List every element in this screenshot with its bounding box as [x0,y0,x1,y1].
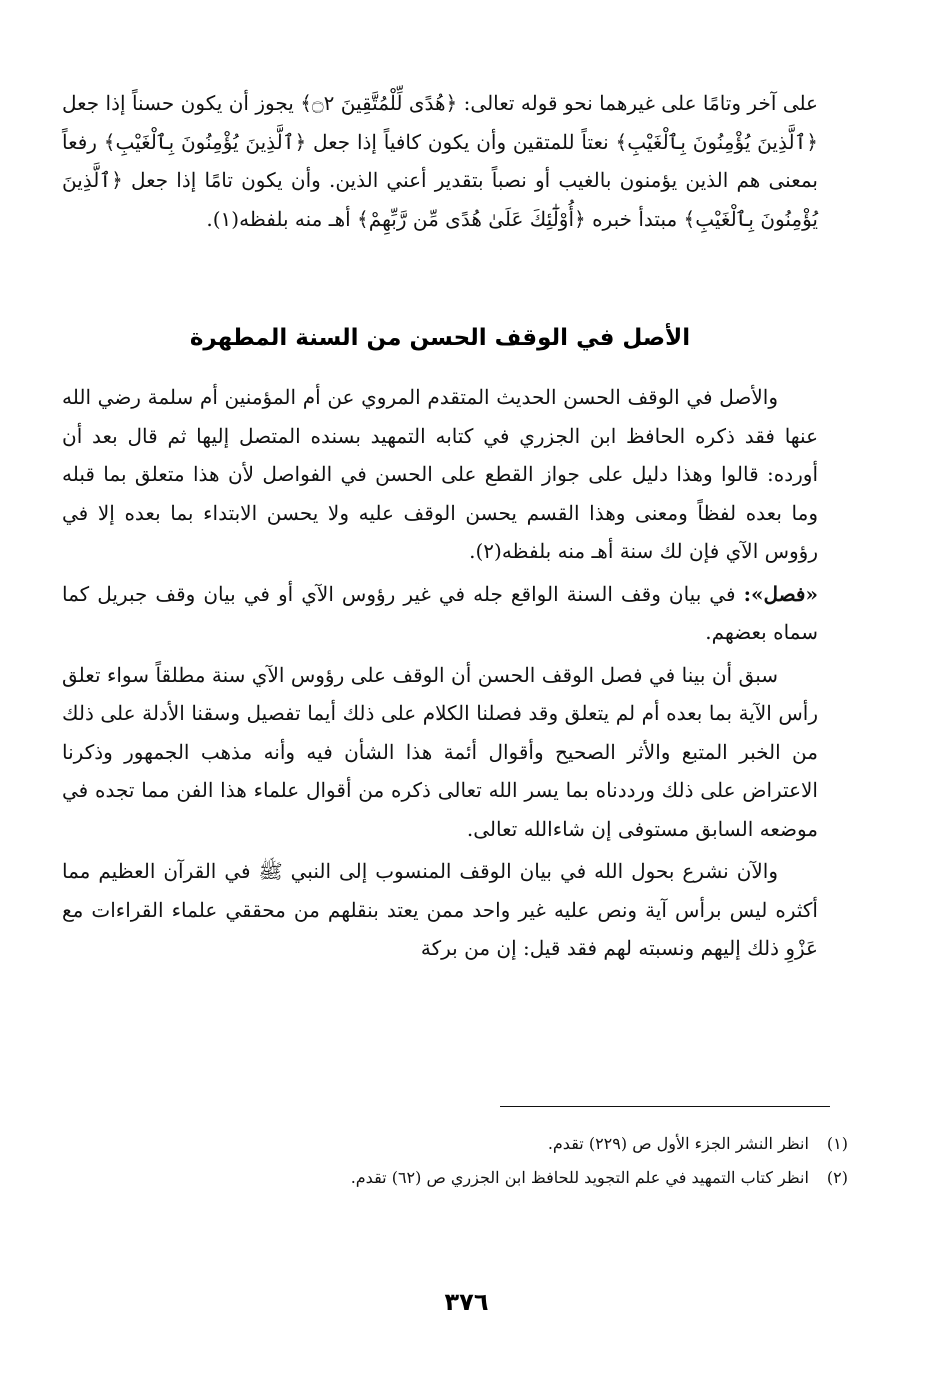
paragraph-previous-explanation: سبق أن بينا في فصل الوقف الحسن أن الوقف على رؤوس الآي سنة مطلقاً سواء تعلق رأس الآية بما بعده أم لم يتعلق وقد فصلنا الكلام على ذلك أيما تفصيل وسقنا الأدلة على ذلك من الخبر المتبع والأثر الصحيح وأقوال أئمة هذا الشأن فيه وأنه مذهب الجمهور وذكرنا الاعتراض على ذلك ورددناه بما يسر الله تعالى ذكره من أقوال علماء هذا الفن مما تجده في موضعه السابق مستوفى إن شاءالله تعالى. [62,662,818,841]
paragraph-fasl [62,575,818,652]
body-paragraphs [62,378,818,972]
footnote-text: انظر كتاب التمهيد في علم التجويد للحافظ ابن الجزري ص (٦٢) تقدم. [350,1168,809,1187]
footnote-1 [62,1127,848,1161]
intro-paragraph-block [62,84,818,238]
intro-paragraph: على آخر وتامًا على غيرهما نحو قوله تعالى: ﴿هُدًى لِّلْمُتَّقِينَ ۝٢﴾ يجوز أن يكون حسناً إذا جعل ﴿ٱلَّذِينَ يُؤْمِنُونَ بِٱلْغَيْبِ﴾ نعتاً للمتقين وأن يكون كافياً إذا جعل ﴿ٱلَّذِينَ يُؤْمِنُونَ بِٱلْغَيْبِ﴾ رفعاً بمعنى هم الذين يؤمنون بالغيب أو نصباً بتقدير أعني الذين. وأن يكون تامًا إذا جعل ﴿ٱلَّذِينَ يُؤْمِنُونَ بِٱلْغَيْبِ﴾ مبتدأ خبره ﴿أُوْلَٰٓئِكَ عَلَىٰ هُدًى مِّن رَّبِّهِمْ﴾ أهـ منه بلفظه(١). [62,91,818,231]
footnote-number: (١) [826,1134,848,1153]
paragraph-origin-of-good-stop: والأصل في الوقف الحسن الحديث المتقدم المروي عن أم المؤمنين أم سلمة رضي الله عنها فقد ذكره الحافظ ابن الجزري في كتابه التمهيد بسنده المتصل إليها ثم قال بعد أن أورده: قالوا وهذا دليل على جواز القطع على الحسن في الفواصل لأن هذا متعلق بما قبله وما بعده لفظاً ومعنى وهذا القسم يحسن الوقف عليه ولا يحسن الابتداء بما بعده إلا في رؤوس الآي فإن لك سنة أهـ منه بلفظه(٢). [62,385,818,563]
footnotes [62,1127,848,1195]
paragraph-prophetic-stops: والآن نشرع بحول الله في بيان الوقف المنسوب إلى النبي ﷺ في القرآن العظيم مما أكثره ليس برأس آية ونص عليه غير واحد ممن يعتد بنقلهم من محققي علماء القراءات مع عَزْوِ ذلك إليهم ونسبته لهم فقد قيل: إن من بركة [62,859,818,960]
footnote-number: (٢) [826,1168,848,1187]
page-number: ٣٧٦ [444,1288,489,1316]
fasl-label: «فصل»: [743,581,818,606]
fasl-text: في بيان وقف السنة الواقع جله في غير رؤوس الآي أو في بيان وقف جبريل كما سماه بعضهم. [62,581,818,644]
footnote-text: انظر النشر الجزء الأول ص (٢٢٩) تقدم. [547,1134,809,1153]
section-heading: الأصل في الوقف الحسن من السنة المطهرة [189,325,691,351]
footnote-divider [500,1106,830,1107]
footnote-2 [62,1161,848,1195]
